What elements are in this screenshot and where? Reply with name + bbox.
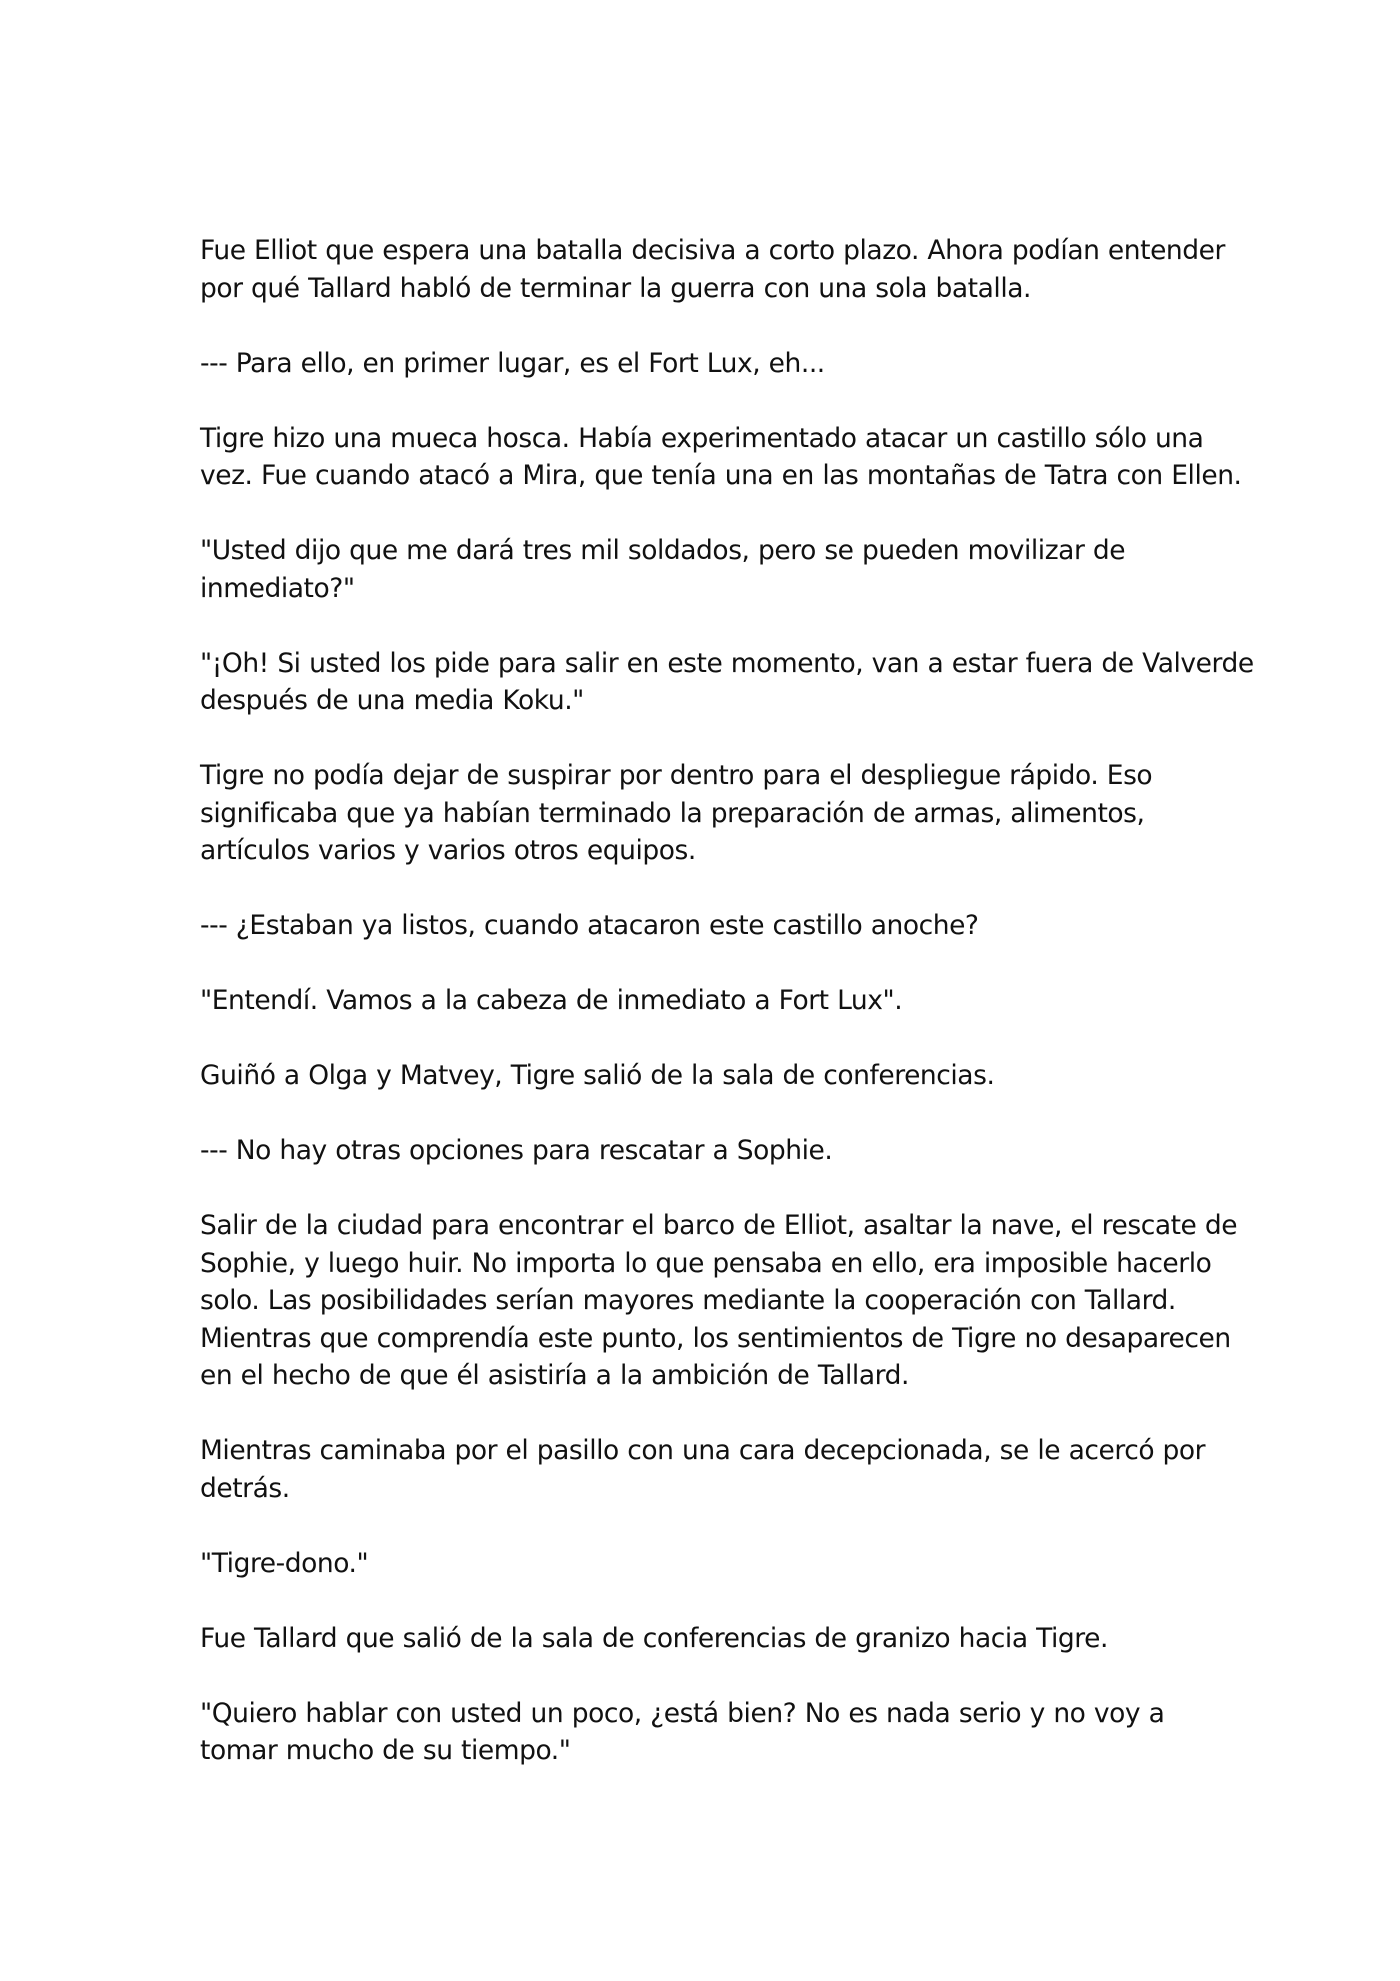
- text-line: significaba que ya habían terminado la preparación de armas, alimentos,: [200, 797, 1145, 829]
- text-line: por qué Tallard habló de terminar la guerra con una sola batalla.: [200, 272, 1031, 304]
- paragraph: [200, 232, 1225, 307]
- paragraph: [200, 757, 1210, 870]
- paragraph: [200, 1432, 1210, 1507]
- text-line: Fue Elliot que espera una batalla decisiva a corto plazo. Ahora podían entender: [200, 235, 1225, 266]
- text-line: Tigre hizo una mueca hosca. Había experimentado atacar un castillo sólo una: [200, 422, 1204, 454]
- paragraph: [200, 1207, 1238, 1395]
- paragraph: [200, 1132, 1210, 1170]
- text-line: tomar mucho de su tiempo.": [200, 1735, 571, 1766]
- text-line: --- Para ello, en primer lugar, es el Fort Lux, eh...: [200, 347, 825, 379]
- text-line: "Usted dijo que me dará tres mil soldados, pero se pueden movilizar de: [200, 535, 1126, 566]
- paragraph: [200, 420, 1242, 495]
- text-line: "Tigre-dono.": [200, 1547, 369, 1579]
- text-line: Guiñó a Olga y Matvey, Tigre salió de la sala de conferencias.: [200, 1060, 995, 1091]
- text-line: Mientras caminaba por el pasillo con una cara decepcionada, se le acercó por: [200, 1435, 1206, 1466]
- text-line: --- No hay otras opciones para rescatar a Sophie.: [200, 1135, 833, 1166]
- text-line: inmediato?": [200, 572, 355, 604]
- paragraph: [200, 532, 1210, 607]
- text-line: Tigre no podía dejar de suspirar por dentro para el despliegue rápido. Eso: [200, 760, 1153, 791]
- text-line: después de una media Koku.": [200, 685, 584, 716]
- text-line: vez. Fue cuando atacó a Mira, que tenía una en las montañas de Tatra con Ellen.: [200, 460, 1242, 491]
- document-body: [200, 232, 1254, 1807]
- paragraph: [200, 1695, 1210, 1770]
- paragraph: [200, 345, 1210, 383]
- paragraph: [200, 645, 1254, 720]
- paragraph: [200, 1620, 1210, 1658]
- text-line: --- ¿Estaban ya listos, cuando atacaron este castillo anoche?: [200, 910, 979, 941]
- paragraph: [200, 1545, 1210, 1583]
- text-line: solo. Las posibilidades serían mayores mediante la cooperación con Tallard.: [200, 1285, 1176, 1316]
- text-line: "Entendí. Vamos a la cabeza de inmediato a Fort Lux".: [200, 985, 903, 1016]
- paragraph: [200, 907, 1210, 945]
- text-line: detrás.: [200, 1472, 290, 1504]
- paragraph: [200, 982, 1210, 1020]
- text-line: en el hecho de que él asistiría a la ambición de Tallard.: [200, 1360, 909, 1391]
- text-line: artículos varios y varios otros equipos.: [200, 835, 696, 866]
- text-line: Sophie, y luego huir. No importa lo que pensaba en ello, era imposible hacerlo: [200, 1247, 1212, 1279]
- text-line: "Quiero hablar con usted un poco, ¿está bien? No es nada serio y no voy a: [200, 1697, 1165, 1729]
- text-line: "¡Oh! Si usted los pide para salir en este momento, van a estar fuera de Valverde: [200, 647, 1254, 679]
- text-line: Fue Tallard que salió de la sala de conferencias de granizo hacia Tigre.: [200, 1622, 1108, 1654]
- text-line: Mientras que comprendía este punto, los sentimientos de Tigre no desaparecen: [200, 1322, 1231, 1354]
- paragraph: [200, 1057, 1210, 1095]
- text-line: Salir de la ciudad para encontrar el barco de Elliot, asaltar la nave, el rescate de: [200, 1210, 1238, 1241]
